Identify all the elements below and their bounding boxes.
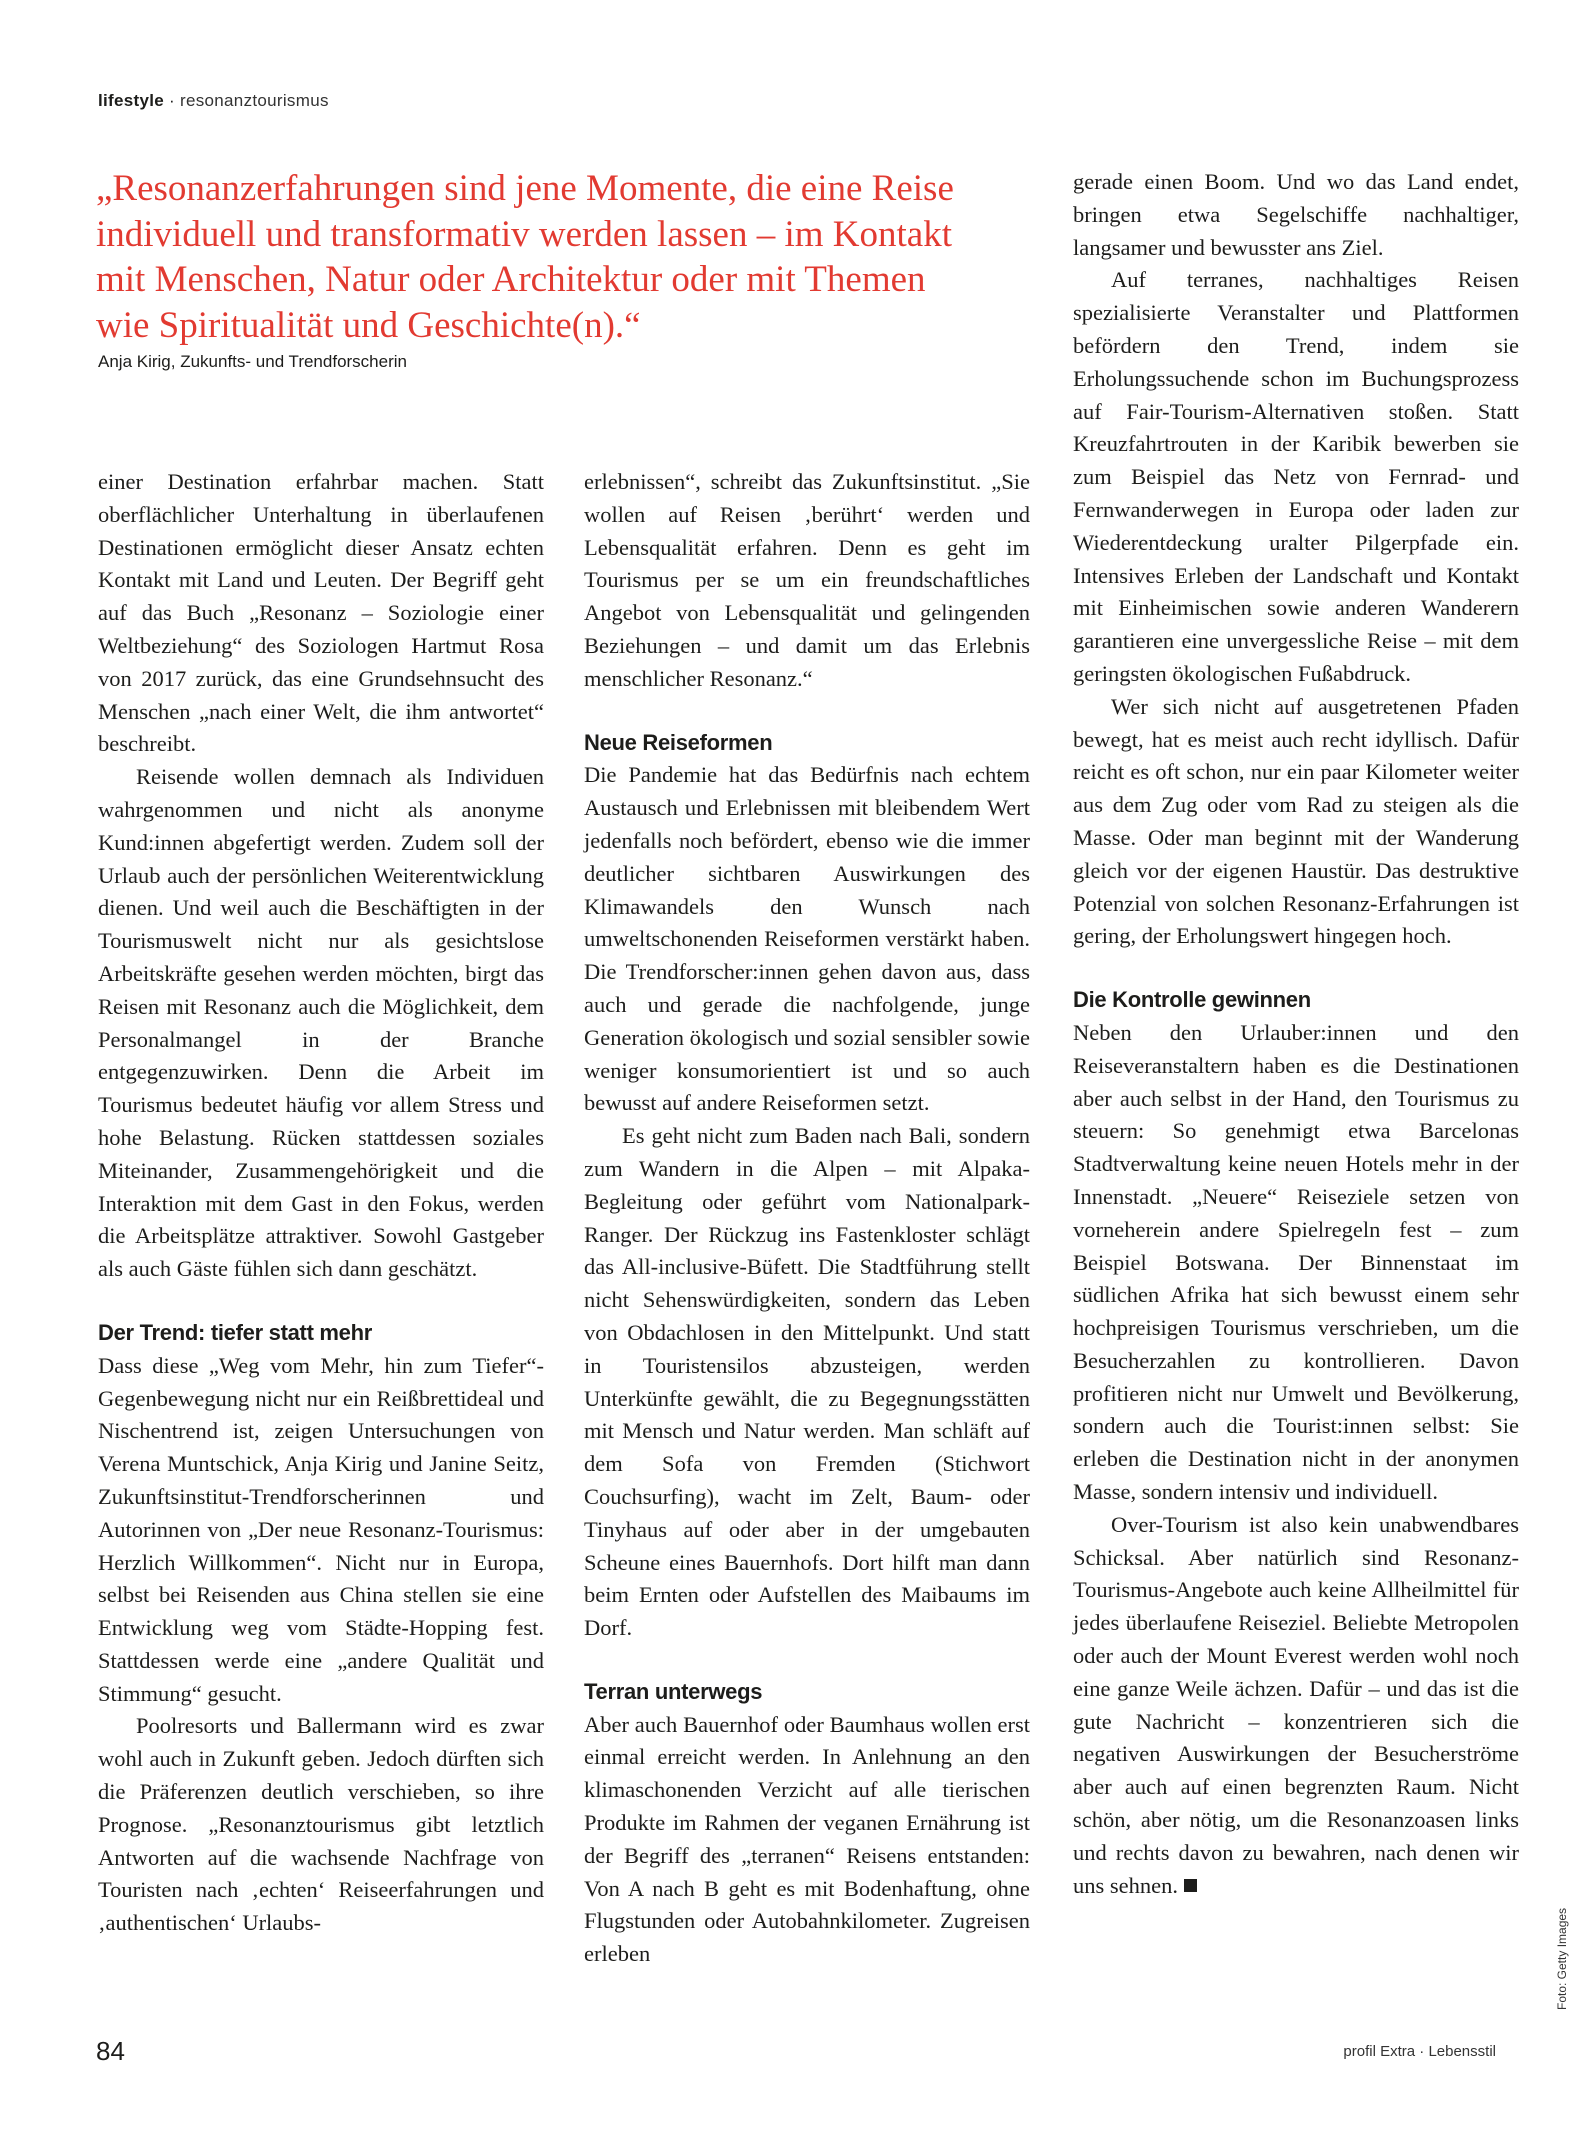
pull-quote: [96, 166, 996, 348]
paragraph: Es geht nicht zum Baden nach Bali, sondern zum Wandern in die Alpen – mit Alpaka-Begleitung oder geführt vom Nationalpark-Ranger. Der Rückzug ins Fastenkloster schlägt das All-inclusive-Büfett. Die Stadtführung stellt nicht Sehenswürdigkeiten, sondern das Leben von Obdachlosen in den Mittelpunkt. Und statt in Touristensilos abzusteigen, werden Unterkünfte gewählt, die zu Begegnungsstätten mit Mensch und Natur werden. Man schläft auf dem Sofa von Fremden (Stichwort Couchsurfing), wacht im Zelt, Baum- oder Tinyhaus auf oder aber in der umgebauten Scheune eines Bauernhofs. Dort hilft man dann beim Ernten oder Aufstellen des Maibaums im Dorf.: [584, 1123, 1030, 1641]
paragraph: Dass diese „Weg vom Mehr, hin zum Tiefer“-Gegenbewegung nicht nur ein Reißbrettideal und Nischentrend ist, zeigen Untersuchungen von Verena Muntschick, Anja Kirig und Janine Seitz, Zukunftsinstitut-Trendforscherinnen und Autorinnen von „Der neue Resonanz-Tourismus: Herzlich Willkommen“. Nicht nur in Europa, selbst bei Reisenden aus China stellen sie eine Entwicklung weg vom Städte-Hopping fest. Stattdessen werde eine „andere Qualität und Stimmung“ gesucht.: [98, 1352, 544, 1706]
final-paragraph-text: Over-Tourism ist also kein unabwendbares Schicksal. Aber natürlich sind Resonanz-Tourismus-Angebote auch keine Allheilmittel für jedes überlaufene Reiseziel. Beliebte Metropolen oder auch der Mount Everest werden wohl noch eine ganze Weile ächzen. Dafür – und das ist die gute Nachricht – konzentrieren sich die negativen Auswirkungen der Besucherströme aber auch auf einen begrenzten Raum. Nicht schön, aber nötig, um die Resonanzoasen links und rechts davon zu bewahren, nach denen wir uns sehnen.: [1073, 1511, 1519, 1898]
subheading: Die Kontrolle gewinnen: [1073, 987, 1311, 1013]
subheading: Terran unterwegs: [584, 1678, 763, 1704]
end-of-article-mark: [1184, 1879, 1197, 1892]
pull-quote-line: mit Menschen, Natur oder Architektur oder mit Themen: [96, 259, 926, 300]
pull-quote-line: wie Spiritualität und Geschichte(n).“: [96, 304, 641, 346]
publication-footer: profil Extra · Lebensstil: [1343, 2043, 1496, 2060]
paragraph: erlebnissen“, schreibt das Zukunftsinstitut. „Sie wollen auf Reisen ‚berührt‘ werden und Lebensqualität erfahren. Denn es geht im Tourismus per se um ein freundschaftliches Angebot von Lebensqualität und gelingenden Beziehungen – und damit um das Erlebnis menschlicher Resonanz.“: [584, 469, 1030, 691]
page-number: 84: [96, 2036, 125, 2066]
section-separator: ·: [164, 91, 181, 110]
article-column-1: [98, 466, 544, 1940]
paragraph: Wer sich nicht auf ausgetretenen Pfaden bewegt, hat es meist auch recht idyllisch. Dafür reicht es oft schon, nur ein paar Kilometer weiter aus dem Zug oder vom Rad zu steigen als die Masse. Oder man beginnt mit der Wanderung gleich vor der eigenen Haustür. Das destruktive Potenzial von solchen Resonanz-Erfahrungen ist gering, der Erholungswert hingegen hoch.: [1073, 693, 1519, 949]
paragraph: einer Destination erfahrbar machen. Statt oberflächlicher Unterhaltung in überlaufenen Destinationen ermöglicht dieser Ansatz echten Kontakt mit Land und Leuten. Der Begriff geht auf das Buch „Resonanz – Soziologie einer Weltbeziehung“ des Soziologen Hartmut Rosa von 2017 zurück, das eine Grundsehnsucht des Menschen „nach einer Welt, die ihm antwortet“ beschreibt.: [98, 469, 544, 757]
section-name: lifestyle: [98, 91, 165, 110]
pull-quote-line: „Resonanzerfahrungen sind jene Momente, die eine Reise: [96, 168, 954, 209]
final-paragraph: [1073, 1509, 1519, 1903]
photo-credit: Foto: Getty Images: [1555, 1907, 1569, 2010]
subheading: Neue Reiseformen: [584, 729, 773, 755]
paragraph: Die Pandemie hat das Bedürfnis nach echtem Austausch und Erlebnissen mit bleibendem Wert jedenfalls noch befördert, ebenso wie die immer deutlicher sichtbaren Auswirkungen des Klimawandels den Wunsch nach umweltschonenden Reiseformen verstärkt haben. Die Trendforscher:innen gehen davon aus, dass auch und gerade die nachfolgende, junge Generation ökologisch und sozial sensibler sowie weniger konsumorientiert ist und so auch bewusst auf andere Reiseformen setzt.: [584, 762, 1030, 1116]
article-column-2: [584, 466, 1030, 1971]
subsection-name: resonanztourismus: [180, 91, 329, 110]
section-label: [98, 91, 329, 111]
paragraph: Neben den Urlauber:innen und den Reiseveranstaltern haben es die Destinationen aber auch selbst in der Hand, den Tourismus zu steuern: So genehmigt etwa Barcelonas Stadtverwaltung keine neuen Hotels mehr in der Innenstadt. „Neuere“ Reiseziele setzen von vorneherein andere Spielregeln fest – zum Beispiel Botswana. Der Binnenstaat im südlichen Afrika hat sich bewusst einem sehr hochpreisigen Tourismus verschrieben, um die Besucherzahlen zu kontrollieren. Davon profitieren nicht nur Umwelt und Bevölkerung, sondern auch die Tourist:innen selbst: Sie erleben die Destination nicht in der anonymen Masse, sondern intensiv und individuell.: [1073, 1019, 1519, 1505]
paragraph: gerade einen Boom. Und wo das Land endet, bringen etwa Segelschiffe nachhaltiger, langsamer und bewusster ans Ziel.: [1073, 169, 1519, 260]
article-column-3: [1073, 166, 1519, 1902]
paragraph: Reisende wollen demnach als Individuen wahrgenommen und nicht als anonyme Kund:innen abgefertigt werden. Zudem soll der Urlaub auch der persönlichen Weiterentwicklung dienen. Und weil auch die Beschäftigten in der Tourismuswelt nicht nur als gesichtslose Arbeitskräfte gesehen werden möchten, birgt das Reisen mit Resonanz auch die Möglichkeit, dem Personalmangel in der Branche entgegenzuwirken. Denn die Arbeit im Tourismus bedeutet häufig vor allem Stress und hohe Belastung. Rücken stattdessen soziales Miteinander, Zusammengehörigkeit und die Interaktion mit dem Gast in den Fokus, werden die Arbeitsplätze attraktiver. Sowohl Gastgeber als auch Gäste fühlen sich dann geschätzt.: [98, 764, 544, 1282]
pull-quote-line: individuell und transformativ werden lassen – im Kontakt: [96, 213, 952, 255]
subheading: Der Trend: tiefer statt mehr: [98, 1319, 373, 1345]
paragraph: Aber auch Bauernhof oder Baumhaus wollen erst einmal erreicht werden. In Anlehnung an den klimaschonenden Verzicht auf alle tierischen Produkte im Rahmen der veganen Ernährung ist der Begriff des „terranen“ Reisens entstanden: Von A nach B geht es mit Bodenhaftung, ohne Flugstunden oder Autobahnkilometer. Zugreisen erleben: [584, 1711, 1030, 1967]
paragraph: Auf terranes, nachhaltiges Reisen spezialisierte Veranstalter und Plattformen befördern den Trend, indem sie Erholungssuchende schon im Buchungsprozess auf Fair-Tourism-Alternativen stoßen. Statt Kreuzfahrtrouten in der Karibik bewerben sie zum Beispiel das Netz von Fernrad- und Fernwanderwegen in Europa oder laden zur Wiederentdeckung uralter Pilgerpfade ein. Intensives Erleben der Landschaft und Kontakt mit Einheimischen sowie anderen Wanderern garantieren eine unvergessliche Reise – mit dem geringsten ökologischen Fußabdruck.: [1073, 267, 1519, 686]
paragraph: Poolresorts und Ballermann wird es zwar wohl auch in Zukunft geben. Jedoch dürften sich die Präferenzen deutlich verschieben, so ihre Prognose. „Resonanztourismus gibt letztlich Antworten auf die wachsende Nachfrage von Touristen nach ‚echten‘ Reiseerfahrungen und ‚authentischen‘ Urlaubs-: [98, 1713, 544, 1936]
quote-author: Anja Kirig, Zukunfts- und Trendforscherin: [98, 352, 407, 371]
